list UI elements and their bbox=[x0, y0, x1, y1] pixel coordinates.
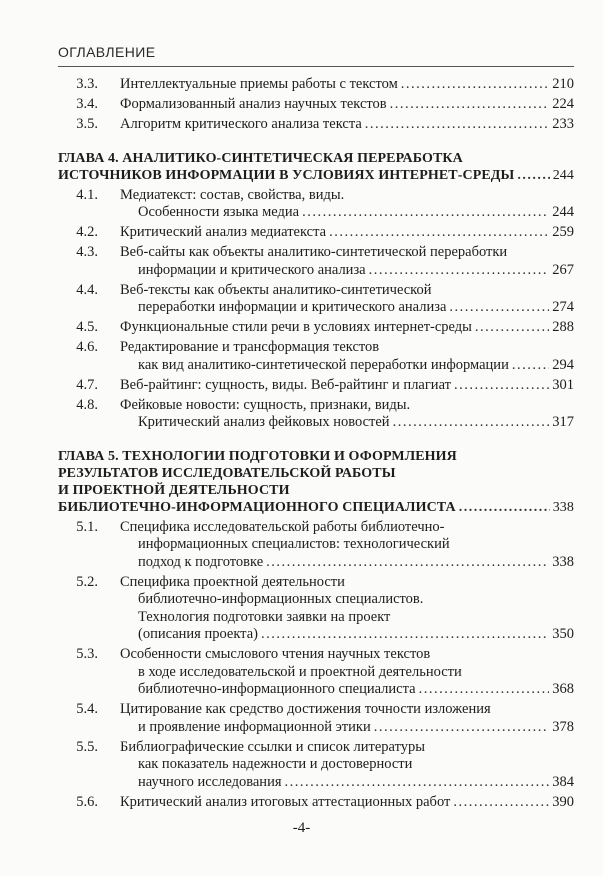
toc-entry[interactable] bbox=[58, 187, 574, 222]
entry-text bbox=[120, 646, 574, 699]
entry-line bbox=[120, 357, 574, 375]
entry-title-line: информационных специалистов: технологический bbox=[138, 536, 450, 552]
entry-number: 4.1. bbox=[76, 186, 98, 203]
entry-line bbox=[120, 739, 574, 757]
entry-title-line: информации и критического анализа bbox=[138, 261, 366, 278]
dot-leader bbox=[454, 377, 549, 395]
entry-number: 3.3. bbox=[76, 76, 98, 92]
chapter-heading-line bbox=[58, 499, 574, 516]
entry-number: 3.5. bbox=[76, 116, 98, 132]
chapter-5-entries bbox=[58, 519, 574, 812]
entry-title-line: Особенности языка медиа bbox=[138, 204, 300, 220]
toc-entry[interactable] bbox=[58, 701, 574, 736]
toc-entry[interactable] bbox=[58, 282, 574, 317]
entry-title-line: в ходе исследовательской и проектной деятельности bbox=[138, 663, 462, 680]
page-number: -4- bbox=[292, 820, 311, 836]
entry-title-line: библиотечно-информационного специалиста bbox=[138, 681, 416, 697]
entry-page-number: 368 bbox=[552, 681, 574, 697]
entry-title-line: Функциональные стили речи в условиях интернет-среды bbox=[120, 319, 472, 335]
entry-text bbox=[120, 701, 574, 736]
entry-line bbox=[120, 377, 574, 395]
toc-entry[interactable] bbox=[58, 397, 574, 432]
entry-number: 5.1. bbox=[76, 518, 98, 535]
entry-page-number: 267 bbox=[552, 261, 574, 278]
entry-title-line: научного исследования bbox=[138, 773, 282, 790]
entry-title-line: Особенности смыслового чтения научных текстов bbox=[120, 646, 431, 662]
entry-text bbox=[120, 116, 574, 134]
toc-entry[interactable] bbox=[58, 76, 574, 94]
toc-entry[interactable] bbox=[58, 519, 574, 572]
entry-page-number: 317 bbox=[552, 414, 574, 430]
entry-line bbox=[120, 536, 574, 554]
dot-leader bbox=[302, 204, 549, 222]
entry-number: 4.3. bbox=[76, 244, 98, 260]
entry-text bbox=[120, 319, 574, 337]
entry-page-number: 210 bbox=[552, 76, 574, 92]
entry-page-number: 294 bbox=[552, 356, 574, 373]
entry-line bbox=[120, 591, 574, 609]
entry-title-line: Веб-сайты как объекты аналитико-синтетической переработки bbox=[120, 244, 508, 260]
chapter-title-line: ГЛАВА 5. ТЕХНОЛОГИИ ПОДГОТОВКИ И ОФОРМЛЕНИЯ bbox=[58, 448, 457, 464]
entry-title-line: Медиатекст: состав, свойства, виды. bbox=[120, 186, 345, 203]
entry-number: 4.8. bbox=[76, 396, 98, 413]
entry-text bbox=[120, 794, 574, 812]
chapter-heading-line bbox=[58, 167, 574, 184]
entry-page-number: 259 bbox=[552, 224, 574, 240]
entry-text bbox=[120, 224, 574, 242]
entry-title-line: Критический анализ итоговых аттестационных работ bbox=[120, 793, 451, 810]
entry-line bbox=[120, 397, 574, 415]
toc-entry[interactable] bbox=[58, 244, 574, 279]
entry-line bbox=[120, 96, 574, 114]
entry-title-line: и проявление информационной этики bbox=[138, 718, 371, 735]
entry-number: 5.4. bbox=[76, 701, 98, 717]
entry-page-number: 338 bbox=[552, 553, 574, 570]
dot-leader bbox=[390, 96, 550, 114]
chapter-page-number: 338 bbox=[552, 499, 574, 515]
entry-line bbox=[120, 299, 574, 317]
entry-line bbox=[120, 609, 574, 627]
entry-page-number: 390 bbox=[552, 793, 574, 810]
entry-title-line: Критический анализ медиатекста bbox=[120, 224, 327, 240]
dot-leader bbox=[475, 319, 549, 337]
entry-line bbox=[120, 116, 574, 134]
dot-leader bbox=[419, 681, 550, 699]
entry-text bbox=[120, 397, 574, 432]
entry-text bbox=[120, 282, 574, 317]
entry-text bbox=[120, 519, 574, 572]
chapter-4-heading[interactable] bbox=[58, 150, 574, 184]
entry-title-line: Редактирование и трансформация текстов bbox=[120, 339, 380, 355]
entry-line bbox=[120, 519, 574, 537]
toc-entry[interactable] bbox=[58, 96, 574, 114]
toc-entry[interactable] bbox=[58, 646, 574, 699]
entry-title-line: библиотечно-информационных специалистов. bbox=[138, 591, 424, 607]
entry-text bbox=[120, 244, 574, 279]
entry-text bbox=[120, 377, 574, 395]
entry-text bbox=[120, 76, 574, 94]
entry-page-number: 244 bbox=[552, 204, 574, 220]
entry-title-line: Веб-тексты как объекты аналитико-синтетической bbox=[120, 281, 432, 298]
toc-entry[interactable] bbox=[58, 319, 574, 337]
entry-line bbox=[120, 646, 574, 664]
toc-entry[interactable] bbox=[58, 339, 574, 374]
chapter-title-line: ГЛАВА 4. АНАЛИТИКО-СИНТЕТИЧЕСКАЯ ПЕРЕРАБОТКА bbox=[58, 150, 463, 166]
entry-line bbox=[120, 719, 574, 737]
entry-line bbox=[120, 794, 574, 812]
entry-line bbox=[120, 319, 574, 337]
dot-leader bbox=[401, 76, 549, 94]
dot-leader bbox=[512, 357, 549, 375]
dot-leader bbox=[369, 262, 550, 280]
entry-line bbox=[120, 414, 574, 432]
chapter-title-line: РЕЗУЛЬТАТОВ ИССЛЕДОВАТЕЛЬСКОЙ РАБОТЫ bbox=[58, 465, 396, 481]
toc-entry[interactable] bbox=[58, 739, 574, 792]
entry-title-line: Специфика проектной деятельности bbox=[120, 573, 345, 590]
chapter-title-line: ИСТОЧНИКОВ ИНФОРМАЦИИ В УСЛОВИЯХ ИНТЕРНЕТ-СРЕДЫ bbox=[58, 167, 515, 183]
toc-entry[interactable] bbox=[58, 116, 574, 134]
entry-title-line: как показатель надежности и достоверности bbox=[138, 756, 413, 772]
entry-text bbox=[120, 574, 574, 644]
entry-number: 5.5. bbox=[76, 738, 98, 755]
entry-title-line: подход к подготовке bbox=[138, 553, 264, 570]
dot-leader bbox=[393, 414, 550, 432]
entry-text bbox=[120, 339, 574, 374]
chapter-title-line: БИБЛИОТЕЧНО-ИНФОРМАЦИОННОГО СПЕЦИАЛИСТА bbox=[58, 499, 456, 515]
dot-leader bbox=[517, 167, 549, 184]
header-rule bbox=[58, 66, 574, 67]
entry-number: 4.2. bbox=[76, 224, 98, 240]
entry-line bbox=[120, 339, 574, 357]
entry-number: 4.4. bbox=[76, 281, 98, 298]
entry-line bbox=[120, 282, 574, 300]
entry-title-line: как вид аналитико-синтетической переработки информации bbox=[138, 356, 509, 373]
toc-entry[interactable] bbox=[58, 224, 574, 242]
entry-title-line: Цитирование как средство достижения точности изложения bbox=[120, 701, 491, 717]
entry-title-line: Алгоритм критического анализа текста bbox=[120, 116, 362, 132]
entry-line bbox=[120, 204, 574, 222]
toc-entry[interactable] bbox=[58, 574, 574, 644]
entry-page-number: 233 bbox=[552, 116, 574, 132]
entry-line bbox=[120, 574, 574, 592]
entry-page-number: 378 bbox=[552, 718, 574, 735]
entry-page-number: 274 bbox=[552, 299, 574, 315]
toc-entry[interactable] bbox=[58, 794, 574, 812]
entry-text bbox=[120, 187, 574, 222]
dot-leader bbox=[329, 224, 549, 242]
table-of-contents bbox=[58, 76, 574, 814]
dot-leader bbox=[449, 299, 549, 317]
entry-page-number: 384 bbox=[552, 773, 574, 790]
entry-number: 3.4. bbox=[76, 96, 98, 112]
entry-page-number: 350 bbox=[552, 626, 574, 642]
entry-line bbox=[120, 756, 574, 774]
entry-text bbox=[120, 739, 574, 792]
entry-title-line: переработки информации и критического анализа bbox=[138, 299, 447, 315]
toc-entry[interactable] bbox=[58, 377, 574, 395]
entry-line bbox=[120, 554, 574, 572]
dot-leader bbox=[266, 554, 549, 572]
entry-page-number: 288 bbox=[552, 319, 574, 335]
entry-number: 4.5. bbox=[76, 319, 98, 335]
entry-title-line: (описания проекта) bbox=[138, 626, 258, 642]
entry-line bbox=[120, 224, 574, 242]
entry-number: 4.6. bbox=[76, 339, 98, 355]
dot-leader bbox=[453, 794, 549, 812]
entry-title-line: Веб-райтинг: сущность, виды. Веб-райтинг и плагиат bbox=[120, 376, 451, 393]
chapter-5-heading[interactable] bbox=[58, 448, 574, 516]
dot-leader bbox=[459, 499, 550, 516]
entry-line bbox=[120, 76, 574, 94]
dot-leader bbox=[261, 626, 549, 644]
entry-line bbox=[120, 701, 574, 719]
running-head: ОГЛАВЛЕНИЕ bbox=[58, 44, 156, 60]
entry-line bbox=[120, 774, 574, 792]
entry-line bbox=[120, 262, 574, 280]
toc-section-3-tail bbox=[58, 76, 574, 134]
entry-title-line: Специфика исследовательской работы библиотечно- bbox=[120, 518, 445, 535]
entry-text bbox=[120, 96, 574, 114]
entry-page-number: 224 bbox=[552, 96, 574, 112]
entry-number: 5.6. bbox=[76, 793, 98, 810]
chapter-page-number: 244 bbox=[552, 167, 574, 183]
entry-line bbox=[120, 681, 574, 699]
entry-line bbox=[120, 187, 574, 205]
entry-title-line: Критический анализ фейковых новостей bbox=[138, 414, 390, 430]
chapter-title-line: И ПРОЕКТНОЙ ДЕЯТЕЛЬНОСТИ bbox=[58, 482, 290, 498]
entry-title-line: Интеллектуальные приемы работы с текстом bbox=[120, 76, 398, 92]
dot-leader bbox=[365, 116, 549, 134]
entry-title-line: Библиографические ссылки и список литературы bbox=[120, 738, 425, 755]
entry-title-line: Фейковые новости: сущность, признаки, виды. bbox=[120, 396, 411, 413]
entry-page-number: 301 bbox=[552, 376, 574, 393]
entry-line bbox=[120, 244, 574, 262]
dot-leader bbox=[374, 719, 550, 737]
entry-title-line: Технология подготовки заявки на проект bbox=[138, 608, 391, 625]
dot-leader bbox=[285, 774, 550, 792]
entry-number: 5.3. bbox=[76, 646, 98, 662]
entry-number: 4.7. bbox=[76, 376, 98, 393]
entry-number: 5.2. bbox=[76, 573, 98, 590]
entry-title-line: Формализованный анализ научных текстов bbox=[120, 96, 387, 112]
chapter-4-entries bbox=[58, 187, 574, 432]
entry-line bbox=[120, 664, 574, 682]
entry-line bbox=[120, 626, 574, 644]
